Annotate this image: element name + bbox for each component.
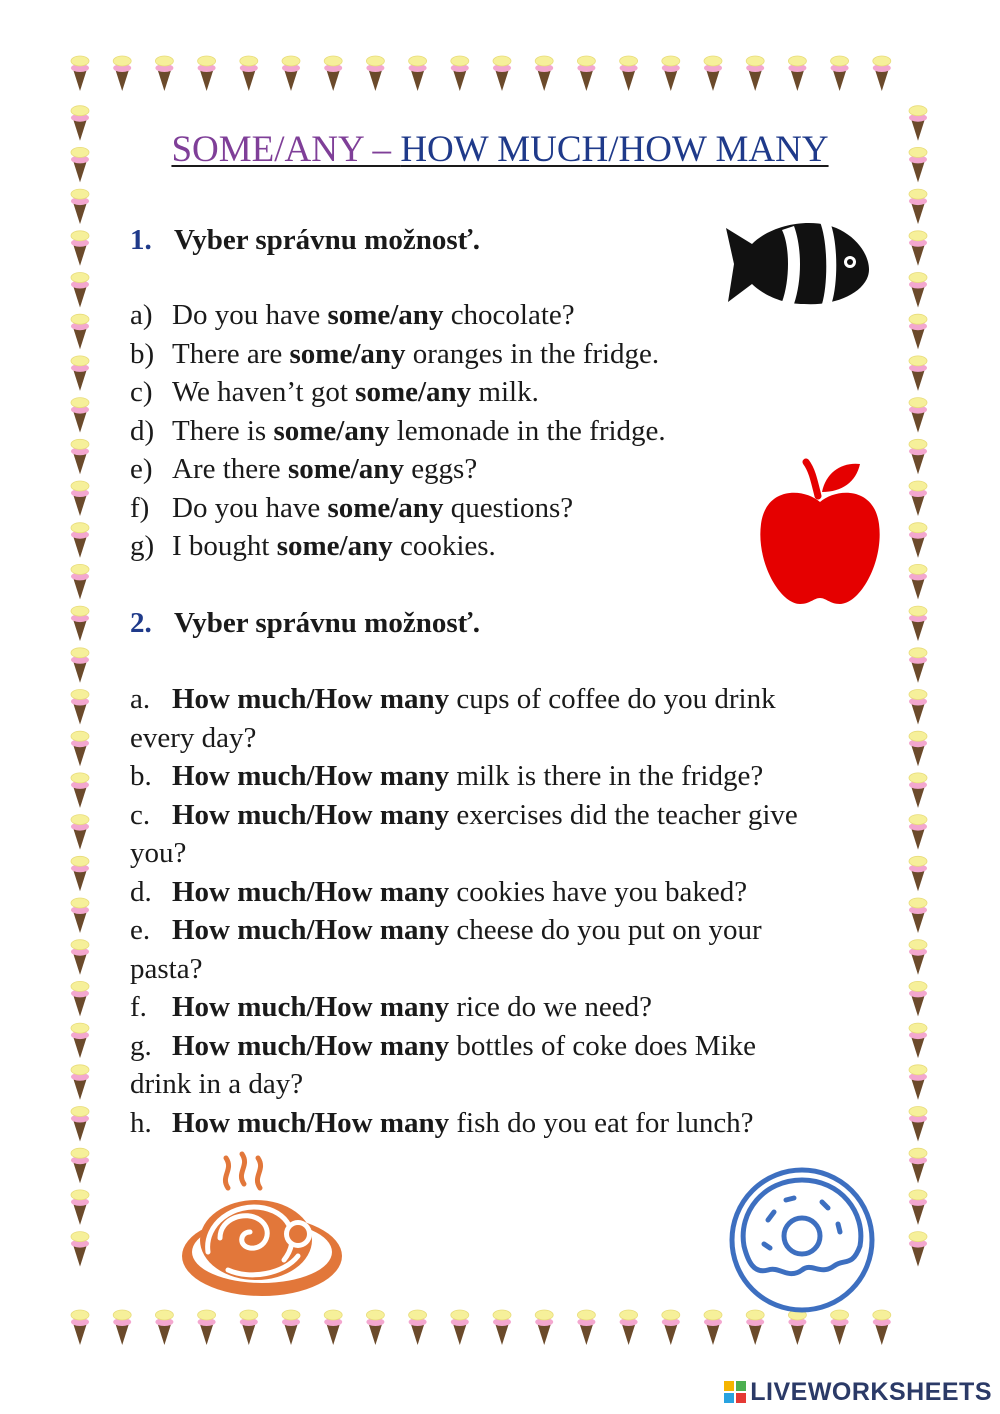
ice-cream-cone-icon <box>909 523 927 558</box>
choice-some-any: some/any <box>287 453 404 485</box>
exercise-item <box>130 1104 798 1143</box>
ice-cream-cone-icon <box>71 439 89 474</box>
exercise-item <box>130 757 798 796</box>
item-text-continuation: you? <box>130 837 187 869</box>
item-label: a. <box>130 683 151 715</box>
item-text <box>172 373 539 412</box>
exercise-item <box>130 527 666 566</box>
item-label: b) <box>130 337 155 370</box>
item-text-after: milk is there in the fridge? <box>449 760 764 792</box>
ice-cream-cone-icon <box>909 731 927 766</box>
item-text-before: Do you have <box>172 491 328 524</box>
ice-cream-cone-icon <box>909 273 927 308</box>
section-1-heading <box>130 222 480 258</box>
item-text <box>172 1104 754 1143</box>
item-text <box>172 757 763 796</box>
title-part-how-much: HOW MUCH/HOW MANY <box>400 129 829 170</box>
ice-cream-cone-icon <box>909 981 927 1016</box>
item-text <box>172 412 666 451</box>
ice-cream-cone-icon <box>71 481 89 516</box>
ice-cream-cone-icon <box>71 356 89 391</box>
item-text-before: I bought <box>172 530 277 562</box>
item-text-after: chocolate? <box>443 299 575 331</box>
ice-cream-cone-icon <box>71 1023 89 1058</box>
ice-cream-cone-icon <box>409 1310 427 1345</box>
ice-cream-cone-icon <box>113 56 131 91</box>
item-text <box>172 489 573 528</box>
ice-cream-cone-icon <box>909 314 927 349</box>
ice-cream-cone-icon <box>71 648 89 683</box>
ice-cream-cone-icon <box>155 56 173 91</box>
choice-some-any: some/any <box>276 530 393 562</box>
ice-cream-cone-icon <box>493 56 511 91</box>
item-text <box>172 911 762 950</box>
item-label: e) <box>130 453 153 485</box>
exercise-item <box>130 450 666 489</box>
section-1-list <box>130 296 666 566</box>
exercise-item <box>130 911 798 950</box>
ice-cream-cone-icon <box>71 856 89 891</box>
ice-cream-cone-icon <box>71 1107 89 1142</box>
ice-cream-cone-icon <box>909 940 927 975</box>
exercise-item <box>130 296 666 335</box>
ice-cream-cone-icon <box>198 56 216 91</box>
ice-cream-cone-icon <box>282 56 300 91</box>
item-label: e. <box>130 914 151 946</box>
ice-cream-cone-icon <box>788 56 806 91</box>
exercise-item <box>130 796 798 835</box>
ice-cream-cone-icon <box>909 898 927 933</box>
ice-cream-cone-icon <box>909 1148 927 1183</box>
ice-cream-cone-icon <box>620 56 638 91</box>
ice-cream-cone-icon <box>909 231 927 266</box>
ice-cream-cone-icon <box>71 606 89 641</box>
item-text <box>172 450 477 489</box>
item-text-before: Are there <box>172 453 288 485</box>
section-1-instruction: Vyber správnu možnosť. <box>174 224 480 256</box>
ice-cream-cone-icon <box>909 481 927 516</box>
item-label: d) <box>130 414 155 447</box>
exercise-item <box>130 873 798 912</box>
item-text-after: cookies have you baked? <box>449 875 748 908</box>
ice-cream-cone-icon <box>451 56 469 91</box>
item-label: d. <box>130 875 152 908</box>
ice-cream-cone-icon <box>71 564 89 599</box>
item-text <box>172 873 747 912</box>
clownfish-icon <box>724 214 874 314</box>
item-label: g. <box>130 1029 152 1062</box>
ice-cream-cone-icon <box>71 731 89 766</box>
item-label: f) <box>130 491 150 524</box>
choice-some-any: some/any <box>355 376 472 408</box>
ice-cream-cone-icon <box>71 815 89 850</box>
ice-cream-cone-icon <box>324 1310 342 1345</box>
section-2-heading <box>130 605 480 641</box>
ice-cream-cone-icon <box>493 1310 511 1345</box>
ice-cream-cone-icon <box>909 564 927 599</box>
exercise-item <box>130 373 666 412</box>
item-text-continuation: pasta? <box>130 952 203 985</box>
choice-some-any: some/any <box>273 414 390 447</box>
item-label: c) <box>130 376 153 408</box>
section-2-instruction: Vyber správnu možnosť. <box>174 607 480 639</box>
ice-cream-cone-icon <box>620 1310 638 1345</box>
ice-cream-cone-icon <box>113 1310 131 1345</box>
ice-cream-cone-icon <box>662 1310 680 1345</box>
item-text-after: questions? <box>443 491 574 524</box>
item-label: a) <box>130 299 153 331</box>
ice-cream-cone-icon <box>909 189 927 224</box>
choice-how-much-many: How much/How many <box>172 1106 450 1139</box>
section-1-number: 1. <box>130 224 152 256</box>
ice-cream-cone-icon <box>71 314 89 349</box>
ice-cream-cone-icon <box>71 690 89 725</box>
worksheet-title <box>0 128 1000 172</box>
item-text-continuation: every day? <box>130 721 257 754</box>
choice-some-any: some/any <box>289 337 406 370</box>
exercise-item <box>130 1027 798 1066</box>
exercise-item <box>130 335 666 374</box>
item-label: g) <box>130 530 155 562</box>
item-text-after: cheese do you put on your <box>449 914 762 946</box>
item-text-after: exercises did the teacher give <box>449 798 798 831</box>
item-text-after: milk. <box>471 376 539 408</box>
ice-cream-cone-icon <box>577 56 595 91</box>
ice-cream-cone-icon <box>71 1065 89 1100</box>
ice-cream-cone-icon <box>909 356 927 391</box>
liveworksheets-watermark <box>724 1376 992 1408</box>
ice-cream-cone-icon <box>71 773 89 808</box>
item-text <box>172 1027 756 1066</box>
apple-icon <box>756 458 884 608</box>
ice-cream-cone-icon <box>240 1310 258 1345</box>
ice-cream-cone-icon <box>909 1190 927 1225</box>
item-text <box>172 988 652 1027</box>
ice-cream-cone-icon <box>71 398 89 433</box>
ice-cream-cone-icon <box>909 1107 927 1142</box>
ice-cream-cone-icon <box>198 1310 216 1345</box>
donut-icon <box>724 1162 880 1318</box>
exercise-item <box>130 412 666 451</box>
ice-cream-cone-icon <box>909 815 927 850</box>
item-text-after: fish do you eat for lunch? <box>449 1106 754 1139</box>
ice-cream-cone-icon <box>909 439 927 474</box>
ice-cream-cone-icon <box>535 1310 553 1345</box>
section-2-list <box>130 680 798 1142</box>
item-text-after: bottles of coke does Mike <box>449 1029 756 1062</box>
item-text-before: There is <box>172 414 274 447</box>
title-part-some-any: SOME/ANY – <box>171 129 401 170</box>
ice-cream-cone-icon <box>366 56 384 91</box>
section-2-number: 2. <box>130 607 152 639</box>
ice-cream-cone-icon <box>909 606 927 641</box>
choice-some-any: some/any <box>327 491 444 524</box>
ice-cream-cone-icon <box>704 56 722 91</box>
ice-cream-cone-icon <box>451 1310 469 1345</box>
ice-cream-cone-icon <box>155 1310 173 1345</box>
ice-cream-cone-icon <box>909 1065 927 1100</box>
item-text-before: There are <box>172 337 290 370</box>
ice-cream-cone-icon <box>71 1232 89 1267</box>
item-text-continuation: drink in a day? <box>130 1068 304 1100</box>
ice-cream-cone-icon <box>71 189 89 224</box>
item-text-after: eggs? <box>403 453 478 485</box>
item-text-after: cookies. <box>392 530 496 562</box>
spaghetti-plate-icon <box>180 1148 350 1306</box>
item-text-before: Do you have <box>172 299 328 331</box>
choice-how-much-many: How much/How many <box>172 875 450 908</box>
ice-cream-cone-icon <box>577 1310 595 1345</box>
liveworksheets-logo-icon <box>724 1381 746 1403</box>
item-text-after: rice do we need? <box>449 991 653 1023</box>
item-text <box>172 527 496 566</box>
ice-cream-cone-icon <box>704 1310 722 1345</box>
ice-cream-cone-icon <box>71 56 89 91</box>
ice-cream-cone-icon <box>909 1232 927 1267</box>
ice-cream-cone-icon <box>71 1148 89 1183</box>
exercise-item <box>130 680 798 719</box>
ice-cream-cone-icon <box>71 523 89 558</box>
item-label: h. <box>130 1106 152 1139</box>
ice-cream-cone-icon <box>71 898 89 933</box>
choice-some-any: some/any <box>327 299 444 331</box>
ice-cream-cone-icon <box>71 940 89 975</box>
choice-how-much-many: How much/How many <box>172 914 450 946</box>
ice-cream-cone-icon <box>746 56 764 91</box>
exercise-item <box>130 988 798 1027</box>
item-text-after: cups of coffee do you drink <box>449 683 776 715</box>
choice-how-much-many: How much/How many <box>172 1029 450 1062</box>
ice-cream-cone-icon <box>324 56 342 91</box>
ice-cream-cone-icon <box>240 56 258 91</box>
ice-cream-cone-icon <box>71 273 89 308</box>
item-text-before: We haven’t got <box>172 376 356 408</box>
ice-cream-cone-icon <box>535 56 553 91</box>
ice-cream-cone-icon <box>909 773 927 808</box>
choice-how-much-many: How much/How many <box>172 991 450 1023</box>
item-label: b. <box>130 760 152 792</box>
ice-cream-cone-icon <box>909 398 927 433</box>
ice-cream-cone-icon <box>873 56 891 91</box>
item-text <box>172 335 659 374</box>
ice-cream-cone-icon <box>909 648 927 683</box>
ice-cream-cone-icon <box>662 56 680 91</box>
item-text <box>172 680 776 719</box>
ice-cream-cone-icon <box>831 56 849 91</box>
ice-cream-cone-icon <box>71 1190 89 1225</box>
item-label: f. <box>130 991 147 1023</box>
choice-how-much-many: How much/How many <box>172 760 450 792</box>
ice-cream-cone-icon <box>909 690 927 725</box>
choice-how-much-many: How much/How many <box>172 683 450 715</box>
ice-cream-cone-icon <box>366 1310 384 1345</box>
exercise-item <box>130 489 666 528</box>
item-text-after: oranges in the fridge. <box>405 337 660 370</box>
ice-cream-cone-icon <box>282 1310 300 1345</box>
brand-name: LIVEWORKSHEETS <box>750 1377 992 1406</box>
item-text <box>172 796 798 835</box>
ice-cream-cone-icon <box>71 981 89 1016</box>
item-text-after: lemonade in the fridge. <box>389 414 666 447</box>
ice-cream-cone-icon <box>909 856 927 891</box>
ice-cream-cone-icon <box>71 1310 89 1345</box>
item-label: c. <box>130 798 151 831</box>
item-text <box>172 296 575 335</box>
ice-cream-cone-icon <box>909 1023 927 1058</box>
ice-cream-cone-icon <box>71 231 89 266</box>
choice-how-much-many: How much/How many <box>172 798 450 831</box>
ice-cream-cone-icon <box>409 56 427 91</box>
